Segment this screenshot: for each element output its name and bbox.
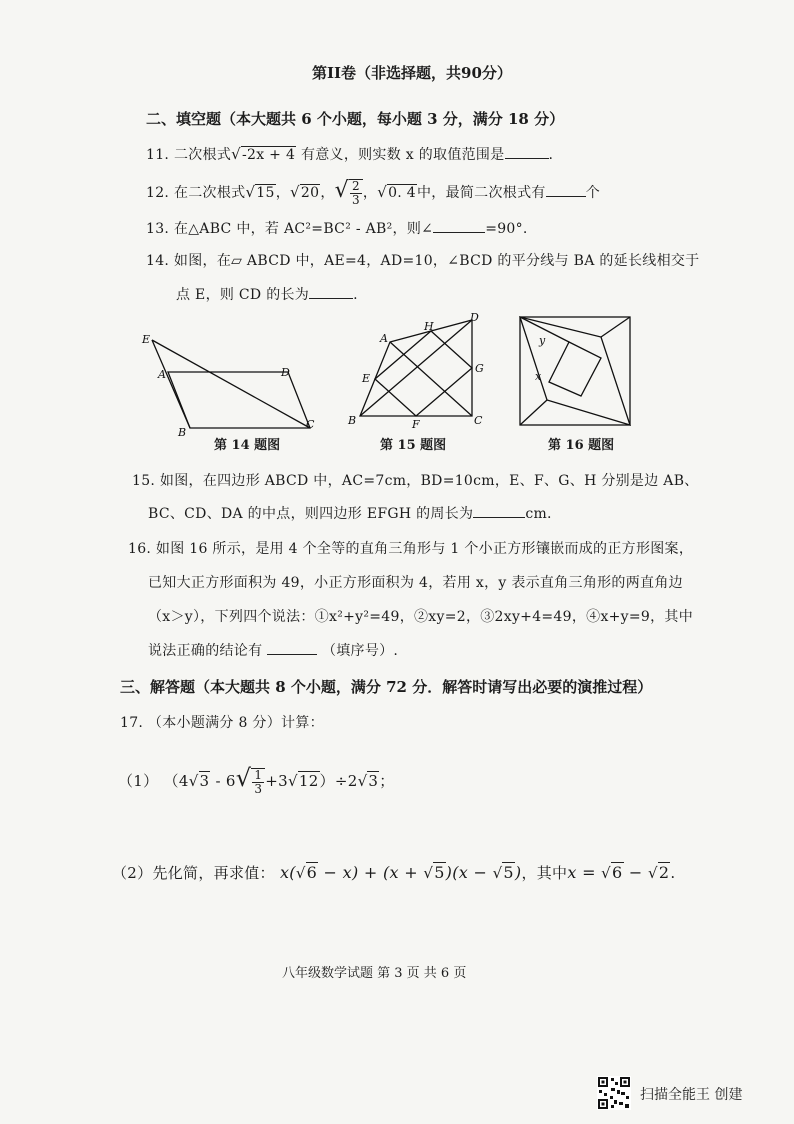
answer-blank[interactable] xyxy=(267,640,317,655)
q17-p1-rad2: 12 xyxy=(298,772,319,790)
q17-p1-frac-den: 3 xyxy=(254,782,263,796)
expr-radicand: 6 xyxy=(306,863,318,882)
q12-frac-num: 2 xyxy=(351,179,360,193)
page-footer: 八年级数学试题 第 3 页 共 6 页 xyxy=(282,966,467,981)
radical-sign-icon: √ xyxy=(357,772,368,790)
q11-post: 有意义，则实数 x 的取值范围是 xyxy=(300,147,505,163)
q17-p1-rad1: 3 xyxy=(199,772,210,790)
q12-post: 中，最简二次根式有 xyxy=(416,185,546,201)
q17-p2-expression xyxy=(280,863,522,882)
question-17-part-2 xyxy=(112,862,675,883)
q16-end: （填序号）. xyxy=(321,643,399,659)
expr-part: − x) + (x + xyxy=(318,863,424,882)
question-16-line-4 xyxy=(148,640,398,660)
triangle-edge xyxy=(520,400,547,425)
label-b: B xyxy=(178,426,187,439)
q17-p2-label: （2）先化简，再求值： xyxy=(112,864,275,882)
qr-code-icon xyxy=(597,1076,631,1110)
answer-blank[interactable] xyxy=(505,144,549,159)
figure-16 xyxy=(515,312,635,428)
q12-frac-den: 3 xyxy=(351,193,360,207)
q12-comma-2: ， xyxy=(320,185,335,201)
q17-p1-label: （1） xyxy=(118,772,159,790)
answer-blank[interactable] xyxy=(473,503,525,518)
q13-number: 13. xyxy=(146,221,170,237)
radical-sign-icon: √ xyxy=(423,864,434,882)
label-x: x xyxy=(535,370,542,383)
q15-end: cm. xyxy=(525,506,552,522)
q15-line2-text: BC、CD、DA 的中点，则四边形 EFGH 的周长为 xyxy=(148,506,474,522)
radical-sign-icon: √ xyxy=(290,183,300,201)
label-h: H xyxy=(424,320,434,333)
q17-p1-rad3: 3 xyxy=(368,772,379,790)
parallelogram-abcd xyxy=(168,372,310,428)
label-g: G xyxy=(475,362,484,375)
figure-16-caption: 第 16 题图 xyxy=(548,438,615,453)
page-title: 第II卷（非选择题，共90分） xyxy=(312,64,512,82)
scanner-watermark: 扫描全能王 创建 xyxy=(640,1087,743,1103)
figure-15-caption: 第 15 题图 xyxy=(380,438,447,453)
q12-number: 12. xyxy=(146,185,170,201)
label-c: C xyxy=(474,414,483,427)
q12-end: 个 xyxy=(585,185,600,201)
q12-radicand-4: 0. 4 xyxy=(388,185,416,201)
section-2-heading: 二、填空题（本大题共 6 个小题，每小题 3 分，满分 18 分） xyxy=(146,110,565,128)
figure-15 xyxy=(342,312,492,432)
radical-sign-icon: √ xyxy=(601,864,612,882)
q13-end: =90°. xyxy=(485,221,528,237)
q17-p1-mid1: - 6 xyxy=(210,772,236,790)
answer-blank[interactable] xyxy=(309,284,353,299)
question-16-line-3: （x＞y），下列四个说法：①x²+y²=49，②xy=2，③2xy+4=49，④x+y=9，其中 xyxy=(148,609,694,625)
label-a: A xyxy=(158,368,166,381)
q13-text: 在△ABC 中，若 AC²=BC² - AB²，则∠ xyxy=(173,221,434,237)
answer-blank[interactable] xyxy=(433,218,485,233)
q12-comma-3: ， xyxy=(362,185,378,201)
radical-sign-icon: √ xyxy=(288,772,298,790)
question-15-line-2 xyxy=(148,503,552,523)
q16-line4-text: 说法正确的结论有 xyxy=(148,643,263,659)
figure-14 xyxy=(138,330,328,440)
q14-end: . xyxy=(353,287,358,303)
q17-p1-mid3: ）÷2 xyxy=(319,772,358,790)
expr-part: )(x − xyxy=(445,863,493,882)
question-15-line-1: 15. 如图，在四边形 ABCD 中，AC=7cm，BD=10cm，E、F、G、H 分别是边 AB、 xyxy=(132,473,699,489)
q17-p2-end: . xyxy=(670,864,676,882)
radical-sign-icon: √ xyxy=(245,183,256,201)
question-16-line-2: 已知大正方形面积为 49，小正方形面积为 4，若用 x，y 表示直角三角形的两直角边 xyxy=(148,575,683,591)
question-13 xyxy=(146,218,528,238)
radical-sign-icon: √ xyxy=(334,178,349,203)
q17-p2-where: ，其中 xyxy=(521,864,568,882)
radical-sign-icon: √ xyxy=(377,183,388,201)
q11-radicand: -2x + 4 xyxy=(242,147,296,163)
radical-sign-icon: √ xyxy=(188,772,199,790)
label-a: A xyxy=(380,332,388,345)
q17-p1-fraction xyxy=(251,768,265,796)
small-square xyxy=(549,342,601,396)
expr-radicand: 2 xyxy=(658,863,670,882)
radical-sign-icon: √ xyxy=(295,864,306,882)
label-d: D xyxy=(470,312,479,324)
expr-radicand: 5 xyxy=(503,863,514,882)
expr-part: x( xyxy=(279,863,296,882)
q12-fraction xyxy=(349,179,363,207)
q12-radicand-2: 20 xyxy=(300,185,320,201)
q11-number: 11. xyxy=(146,147,170,163)
q12-pre: 在二次根式 xyxy=(173,185,246,201)
q12-radicand-1: 15 xyxy=(256,185,275,201)
question-17-part-1 xyxy=(118,764,395,796)
answer-blank[interactable] xyxy=(546,182,586,197)
expr-radicand: 5 xyxy=(434,863,445,882)
label-e: E xyxy=(142,333,151,346)
q17-p1-mid2: +3 xyxy=(265,772,288,790)
q17-p2-condition xyxy=(567,863,670,882)
q17-p1-open: （4 xyxy=(163,772,189,790)
question-11 xyxy=(146,144,553,164)
label-d: D xyxy=(281,366,290,379)
line-ec xyxy=(152,340,310,428)
radical-sign-icon: √ xyxy=(648,864,658,882)
expr-part: ) xyxy=(514,863,522,882)
label-b: B xyxy=(348,414,357,427)
q11-pre: 二次根式 xyxy=(173,147,232,163)
q14-line2-text: 点 E，则 CD 的长为 xyxy=(176,287,310,303)
label-c: C xyxy=(306,418,315,431)
figure-14-caption: 第 14 题图 xyxy=(214,438,281,453)
label-y: y xyxy=(539,334,546,347)
expr-radicand: 6 xyxy=(612,863,623,882)
label-f: F xyxy=(412,418,420,431)
line-eb xyxy=(152,340,190,428)
triangle-edge xyxy=(601,317,630,337)
question-14-line-2 xyxy=(176,284,358,304)
radical-sign-icon: √ xyxy=(231,145,241,163)
section-3-heading: 三、解答题（本大题共 8 个小题，满分 72 分．解答时请写出必要的演推过程） xyxy=(120,678,653,696)
expr-part: − xyxy=(623,863,648,882)
radical-sign-icon: √ xyxy=(235,764,252,792)
question-12 xyxy=(146,178,600,207)
q11-end: . xyxy=(548,147,554,163)
question-17-title: 17. （本小题满分 8 分）计算： xyxy=(120,715,324,731)
q17-p1-frac-num: 1 xyxy=(254,768,263,782)
q17-p1-end: ； xyxy=(379,772,395,790)
question-16-line-1: 16. 如图 16 所示，是用 4 个全等的直角三角形与 1 个小正方形镶嵌而成的正方形图案， xyxy=(128,541,694,557)
expr-part: x = xyxy=(567,863,602,882)
radical-sign-icon: √ xyxy=(492,864,503,882)
q12-comma-1: ， xyxy=(275,185,291,201)
label-e: E xyxy=(362,372,371,385)
question-14-line-1: 14. 如图，在▱ ABCD 中，AE=4，AD=10，∠BCD 的平分线与 BA 的延长线相交于 xyxy=(146,253,700,269)
